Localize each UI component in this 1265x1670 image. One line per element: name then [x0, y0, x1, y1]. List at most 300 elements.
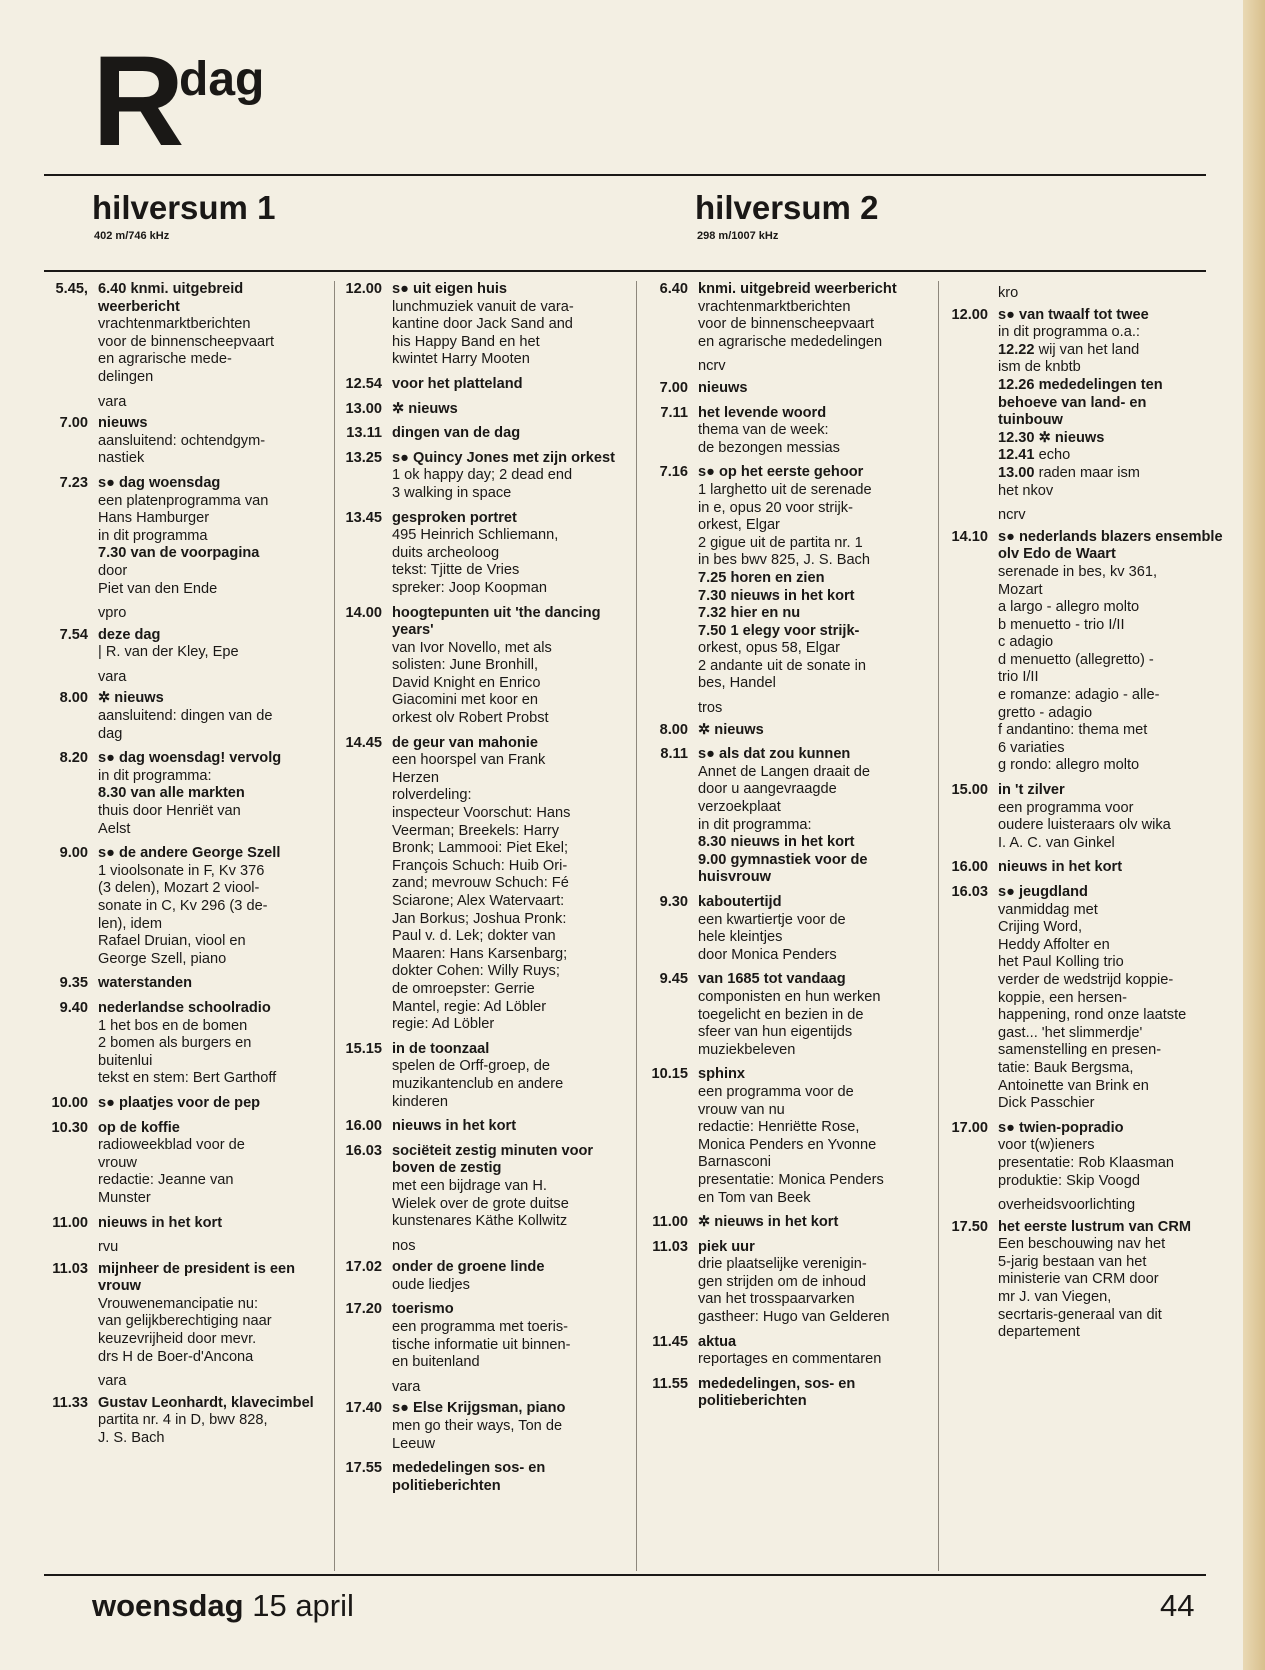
program-entry: [334, 401, 630, 419]
program-time: 17.50: [951, 1218, 988, 1235]
program-time: 7.11: [660, 404, 688, 421]
program-entry: [636, 971, 932, 1059]
program-detail: redactie: Jeanne van: [98, 1172, 234, 1189]
sub-item-text: het nkov: [998, 482, 1054, 499]
program-detail: ministerie van CRM door: [998, 1271, 1159, 1288]
program-detail: 1 het bos en de bomen: [98, 1017, 248, 1034]
program-detail: gastheer: Hugo van Gelderen: [698, 1309, 890, 1326]
program-title: s● twien-popradio: [998, 1119, 1124, 1136]
station-title-h2: hilversum 2: [695, 189, 879, 226]
broadcaster-label: overheidsvoorlichting: [998, 1197, 1136, 1214]
program-entry: [938, 782, 1228, 852]
program-title: ✲ nieuws: [392, 400, 458, 417]
program-entry: [334, 1400, 630, 1453]
program-detail: tekst: Tjitte de Vries: [392, 562, 520, 579]
program-detail: hele kleintjes: [698, 929, 783, 946]
program-entry: [636, 405, 932, 458]
program-entry: [40, 1215, 324, 1233]
program-time: 11.03: [52, 1260, 88, 1277]
program-title: dingen van de dag: [392, 425, 521, 442]
sub-item-text: ism de knbtb: [998, 359, 1081, 376]
program-entry: [334, 1118, 630, 1136]
program-title: voor het platteland: [392, 375, 523, 392]
program-detail: de omroepster: Gerrie: [392, 980, 535, 997]
program-detail: het Paul Kolling trio: [998, 954, 1124, 971]
program-entry: [40, 1261, 324, 1367]
program-detail-row: [998, 377, 1228, 395]
program-detail: Barnasconi: [698, 1154, 772, 1171]
program-detail: 2 andante uit de sonate in: [698, 657, 866, 674]
program-title: gesproken portret: [392, 509, 517, 526]
program-detail: solisten: June Bronhill,: [392, 657, 539, 674]
program-title: het eerste lustrum van CRM: [998, 1218, 1192, 1235]
program-entry: [636, 722, 932, 740]
program-detail: in dit programma o.a.:: [998, 324, 1140, 341]
program-detail: aansluitend: dingen van de: [98, 708, 273, 725]
program-title: s● op het eerste gehoor: [698, 464, 864, 481]
station-freq-h1: 402 m/746 kHz: [94, 230, 170, 242]
program-entry: [334, 1301, 630, 1371]
program-detail: orkest, opus 58, Elgar: [698, 640, 840, 657]
program-detail: Een beschouwing nav het: [998, 1236, 1166, 1253]
program-title: s● Else Krijgsman, piano: [392, 1400, 566, 1417]
program-detail: verzoekplaat: [698, 799, 781, 816]
program-title: 6.40 knmi. uitgebreid weerbericht: [98, 281, 244, 315]
sub-item-bold: tuinbouw: [998, 412, 1063, 429]
program-detail: produktie: Skip Voogd: [998, 1172, 1140, 1189]
program-time: 16.00: [951, 859, 988, 876]
program-detail: sfeer van hun eigentijds: [698, 1024, 853, 1041]
program-title: mijnheer de president is een vrouw: [98, 1260, 296, 1295]
broadcaster-label: vara: [98, 1373, 127, 1390]
program-detail: Monica Penders en Yvonne: [698, 1136, 877, 1153]
broadcaster-label: vpro: [98, 605, 127, 622]
program-entry: [334, 376, 630, 394]
program-detail-row: [998, 395, 1228, 413]
station-freq-h2: 298 m/1007 kHz: [697, 230, 779, 242]
program-title: Gustav Leonhardt, klavecimbel: [98, 1394, 314, 1411]
program-detail: Jan Borkus; Joshua Pronk:: [392, 910, 567, 927]
program-detail: in dit programma:: [698, 816, 812, 833]
program-detail: met een bijdrage van H.: [392, 1177, 547, 1194]
program-detail: lunchmuziek vanuit de vara-: [392, 298, 574, 315]
broadcaster-label: vara: [98, 668, 127, 685]
program-detail: drs H de Boer-d'Ancona: [98, 1348, 254, 1365]
program-detail: een kwartiertje voor de: [698, 911, 846, 928]
program-detail: muziekbeleven: [698, 1041, 796, 1058]
program-detail: (3 delen), Mozart 2 viool-: [98, 880, 260, 897]
program-title: mededelingen, sos- en politieberichten: [698, 1375, 856, 1410]
program-title: nieuws: [98, 415, 148, 432]
sub-item-bold: behoeve van land- en: [998, 394, 1147, 411]
program-detail: 495 Heinrich Schliemann,: [392, 527, 559, 544]
program-time: 17.55: [345, 1460, 382, 1477]
sub-item-bold: 12.41: [998, 447, 1035, 464]
program-detail: dokter Cohen: Willy Ruys;: [392, 963, 560, 980]
program-detail: regie: Ad Löbler: [392, 1016, 495, 1033]
program-detail: Vrouwenemancipatie nu:: [98, 1295, 259, 1312]
program-detail: Annet de Langen draait de: [698, 763, 871, 780]
program-title: s● nederlands blazers ensemble olv Edo de Waart: [998, 528, 1223, 563]
program-detail: in dit programma: [98, 527, 208, 544]
program-detail: Antoinette van Brink en: [998, 1077, 1149, 1094]
program-detail: e romanze: adagio - alle-: [998, 687, 1160, 704]
program-detail: oudere luisteraars olv wika: [998, 817, 1171, 834]
page-number: 44: [1160, 1588, 1195, 1623]
program-detail: duits archeoloog: [392, 544, 500, 561]
program-entry: [938, 529, 1228, 775]
program-entry: [334, 1143, 630, 1231]
broadcaster-label: tros: [698, 700, 723, 717]
program-detail-row: [998, 465, 1228, 483]
program-detail: voor t(w)ieners: [998, 1137, 1095, 1154]
sub-item-bold: 12.30 ✲ nieuws: [998, 429, 1105, 446]
program-detail: muzikantenclub en andere: [392, 1075, 564, 1092]
program-detail: gretto - adagio: [998, 704, 1093, 721]
program-detail: len), idem: [98, 915, 163, 932]
program-detail: 1 ok happy day; 2 dead end: [392, 467, 573, 484]
program-title: mededelingen sos- en politieberichten: [392, 1460, 546, 1494]
program-entry: [40, 627, 324, 662]
top-rule: [44, 174, 1206, 176]
program-detail: d menuetto (allegretto) -: [998, 651, 1154, 668]
program-time: 9.00: [59, 845, 88, 862]
program-detail: thuis door Henriët van: [98, 803, 241, 820]
program-time: 10.00: [51, 1094, 88, 1111]
program-detail: Heddy Affolter en: [998, 936, 1110, 953]
program-detail: Aelst: [98, 820, 131, 837]
program-entry: [334, 735, 630, 1034]
program-detail: spelen de Orff-groep, de: [392, 1058, 550, 1075]
program-detail: departement: [998, 1324, 1080, 1341]
sub-item-bold: 8.30 nieuws in het kort: [698, 834, 855, 851]
program-detail: François Schuch: Huib Ori-: [392, 857, 568, 874]
sub-item-bold: 7.25 horen en zien: [698, 569, 825, 586]
program-detail: g rondo: allegro molto: [998, 757, 1140, 774]
program-detail: men go their ways, Ton de: [392, 1418, 563, 1435]
program-detail: en agrarische mededelingen: [698, 333, 883, 350]
program-detail: 2 gigue uit de partita nr. 1: [698, 534, 863, 551]
program-detail: kantine door Jack Sand and: [392, 316, 573, 333]
program-entry: [636, 1334, 932, 1369]
program-detail-row: [998, 412, 1228, 430]
broadcaster-label: kro: [998, 285, 1019, 301]
program-detail: een programma voor de: [698, 1083, 854, 1100]
station-title-h1: hilversum 1: [92, 189, 276, 226]
program-time: 12.00: [345, 281, 382, 297]
program-entry: [40, 415, 324, 468]
program-time: 8.20: [59, 750, 88, 767]
program-title: kaboutertijd: [698, 894, 782, 910]
program-entry: [334, 510, 630, 598]
program-detail: een platenprogramma van: [98, 492, 269, 509]
bottom-rule: [44, 1574, 1206, 1576]
program-detail: voor de binnenscheepvaart: [698, 316, 875, 333]
program-detail: happening, rond onze laatste: [998, 1007, 1187, 1024]
program-entry: [334, 425, 630, 443]
program-title: s● als dat zou kunnen: [698, 746, 851, 763]
program-detail: 3 walking in space: [392, 484, 512, 501]
program-detail: mr J. van Viegen,: [998, 1289, 1112, 1306]
program-entry: [40, 690, 324, 743]
program-detail-row: [998, 359, 1228, 377]
program-detail: de bezongen messias: [698, 439, 840, 456]
sub-item-bold: 13.00: [998, 464, 1035, 481]
program-detail: dag: [98, 725, 123, 742]
program-detail: in dit programma:: [98, 767, 212, 784]
program-detail: in e, opus 20 voor strijk-: [698, 499, 853, 516]
program-title: nieuws: [698, 379, 748, 396]
program-detail: Mantel, regie: Ad Löbler: [392, 998, 547, 1015]
program-title: nieuws in het kort: [998, 859, 1123, 876]
program-detail: Paul v. d. Lek; dokter van: [392, 928, 556, 945]
sub-item-bold: 7.30 nieuws in het kort: [698, 587, 855, 604]
program-detail: van het trosspaarvarken: [698, 1291, 855, 1308]
program-detail: serenade in bes, kv 361,: [998, 563, 1158, 580]
program-time: 7.23: [59, 474, 88, 491]
sub-item-bold: 8.30 van alle markten: [98, 785, 245, 802]
sub-item-bold: 12.26 mededelingen ten: [998, 376, 1163, 393]
sub-item-text: wij van het land: [1034, 341, 1140, 358]
program-entry: [636, 1066, 932, 1207]
program-detail: componisten en hun werken: [698, 988, 881, 1005]
program-time: 11.03: [652, 1238, 688, 1255]
page-edge: [1243, 0, 1265, 1670]
program-detail: kwintet Harry Mooten: [392, 351, 530, 368]
program-detail: his Happy Band en het: [392, 333, 540, 350]
program-detail: en agrarische mede-: [98, 351, 232, 368]
program-title: sphinx: [698, 1066, 746, 1083]
program-detail: keuzevrijheid door mevr.: [98, 1331, 257, 1348]
program-detail: kinderen: [392, 1093, 448, 1110]
program-detail: inspecteur Voorschut: Hans: [392, 805, 571, 822]
program-entry: [40, 1095, 324, 1113]
program-detail: 1 larghetto uit de serenade: [698, 481, 872, 498]
footer-date-text: 15 april: [252, 1588, 354, 1623]
program-detail: c adagio: [998, 634, 1054, 651]
program-detail: David Knight en Enrico: [392, 674, 541, 691]
program-detail-row: [998, 447, 1228, 465]
sub-item-text: echo: [1034, 447, 1071, 464]
program-detail: van gelijkberechtiging naar: [98, 1313, 272, 1330]
program-detail: 2 bomen als burgers en: [98, 1035, 252, 1052]
broadcaster-label: vara: [392, 1378, 421, 1395]
program-detail: b menuetto - trio I/II: [998, 616, 1125, 633]
program-time: 8.00: [659, 721, 688, 738]
program-time: 8.11: [660, 746, 688, 763]
sub-item-text: raden maar ism: [1034, 464, 1140, 481]
program-detail: redactie: Henriëtte Rose,: [698, 1119, 860, 1136]
program-time: 6.40: [659, 281, 688, 297]
program-detail-row: [998, 430, 1228, 448]
program-detail: buitenlui: [98, 1052, 153, 1069]
program-entry: [40, 281, 324, 387]
program-detail: rolverdeling:: [392, 787, 472, 804]
program-time: 13.00: [345, 400, 382, 417]
program-detail: Crijing Word,: [998, 919, 1083, 936]
program-detail: een programma voor: [998, 799, 1134, 816]
program-time: 10.30: [51, 1119, 88, 1136]
program-time: 11.33: [52, 1394, 88, 1411]
program-detail: toegelicht en bezien in de: [698, 1006, 864, 1023]
schedule-column-2: [334, 281, 630, 1502]
program-time: 11.00: [652, 1214, 688, 1231]
program-time: 17.02: [345, 1259, 382, 1276]
program-entry: [636, 1214, 932, 1232]
program-detail: | R. van der Kley, Epe: [98, 644, 239, 661]
broadcaster-label: nos: [392, 1237, 416, 1254]
program-entry: [938, 884, 1228, 1113]
program-entry: [636, 281, 932, 351]
program-detail: vrouw: [98, 1154, 137, 1171]
program-detail: aansluitend: ochtendgym-: [98, 432, 266, 449]
program-time: 11.55: [652, 1375, 688, 1392]
program-entry: [938, 1219, 1228, 1342]
program-title: s● van twaalf tot twee: [998, 306, 1149, 323]
program-entry: [40, 1120, 324, 1208]
program-time: 16.03: [951, 884, 988, 900]
program-detail: 1 vioolsonate in F, Kv 376: [98, 862, 265, 879]
program-title: s● Quincy Jones met zijn orkest: [392, 449, 615, 466]
program-detail: orkest olv Robert Probst: [392, 710, 549, 727]
program-time: 14.10: [951, 528, 988, 545]
program-detail: kunstenares Käthe Kollwitz: [392, 1213, 568, 1230]
program-title: het levende woord: [698, 404, 827, 421]
program-title: aktua: [698, 1333, 737, 1350]
program-detail: 5-jarig bestaan van het: [998, 1253, 1147, 1270]
program-title: s● dag woensdag: [98, 474, 221, 491]
program-title: ✲ nieuws: [98, 690, 164, 707]
program-detail: nastiek: [98, 450, 145, 467]
schedule-column-4: [938, 281, 1228, 1349]
program-time: 16.03: [345, 1142, 382, 1159]
program-title: op de koffie: [98, 1119, 180, 1136]
program-detail: koppie, een hersen-: [998, 989, 1127, 1006]
program-time: 14.00: [345, 604, 382, 621]
program-time: 12.54: [345, 375, 382, 392]
program-time: 9.45: [659, 971, 688, 988]
program-detail: vrachtenmarktberichten: [698, 298, 851, 315]
program-time: 5.45,: [55, 281, 88, 297]
program-title: onder de groene linde: [392, 1259, 545, 1276]
program-time: 14.45: [345, 734, 382, 751]
program-title: s● jeugdland: [998, 884, 1088, 900]
program-detail-row: [998, 483, 1228, 501]
program-detail: delingen: [98, 368, 154, 385]
program-detail: f andantino: thema met: [998, 722, 1148, 739]
program-time: 9.35: [59, 975, 88, 992]
program-detail: trio I/II: [998, 669, 1039, 686]
program-detail: vrachtenmarktberichten: [98, 316, 251, 333]
program-detail: partita nr. 4 in D, bwv 828,: [98, 1412, 268, 1429]
program-detail: Dick Passchier: [998, 1095, 1095, 1112]
program-entry: [334, 1460, 630, 1495]
program-entry: [938, 1120, 1228, 1190]
program-time: 12.00: [951, 306, 988, 323]
program-detail: gast... 'het slimmerdje': [998, 1024, 1143, 1041]
program-time: 13.25: [345, 449, 382, 466]
program-detail: van Ivor Novello, met als: [392, 639, 552, 656]
program-title: ✲ nieuws in het kort: [698, 1214, 839, 1231]
schedule-column-1: [40, 281, 324, 1455]
program-detail: Maaren: Hans Karsenbarg;: [392, 945, 568, 962]
program-detail: door: [98, 562, 128, 579]
program-detail: Herzen: [392, 769, 440, 786]
program-time: 10.15: [651, 1066, 688, 1083]
program-detail: Hans Hamburger: [98, 510, 210, 527]
program-time: 17.20: [345, 1301, 382, 1318]
program-title: de geur van mahonie: [392, 734, 538, 751]
broadcaster-label: ncrv: [698, 358, 726, 375]
program-entry: [334, 281, 630, 369]
sub-item-bold: 9.00 gymnastiek voor de huisvrouw: [698, 851, 868, 886]
program-title: sociëteit zestig minuten voor boven de zestig: [392, 1142, 594, 1177]
program-detail: reportages en commentaren: [698, 1351, 882, 1368]
program-detail: thema van de week:: [698, 422, 829, 439]
program-entry: [334, 1259, 630, 1294]
program-entry: [40, 845, 324, 968]
program-detail: George Szell, piano: [98, 950, 227, 967]
schedule-column-3: [636, 281, 932, 1418]
program-detail: I. A. C. van Ginkel: [998, 834, 1115, 851]
program-detail-row: [998, 342, 1228, 360]
program-title: ✲ nieuws: [698, 721, 764, 738]
program-title: s● plaatjes voor de pep: [98, 1094, 261, 1111]
program-entry: [40, 1000, 324, 1088]
program-detail: voor de binnenscheepvaart: [98, 333, 275, 350]
program-detail: zand; mevrouw Schuch: Fé: [392, 875, 569, 892]
program-detail: Wielek over de grote duitse: [392, 1195, 569, 1212]
program-title: deze dag: [98, 626, 161, 643]
program-entry: [636, 894, 932, 964]
program-title: hoogtepunten uit 'the dancing years': [392, 604, 601, 639]
program-detail: door Monica Penders: [698, 946, 837, 963]
sub-item-bold: 7.30 van de voorpagina: [98, 545, 260, 562]
program-entry: [938, 859, 1228, 877]
program-time: 16.00: [345, 1118, 382, 1135]
program-entry: [40, 1395, 324, 1448]
program-time: 7.54: [59, 626, 88, 643]
program-detail: radioweekblad voor de: [98, 1137, 245, 1154]
program-title: in 't zilver: [998, 782, 1065, 799]
program-detail: samenstelling en presen-: [998, 1042, 1162, 1059]
program-time: 7.00: [59, 415, 88, 432]
program-detail: in bes bwv 825, J. S. Bach: [698, 552, 870, 569]
program-title: nieuws in het kort: [98, 1214, 223, 1231]
program-detail: door u aangevraagde: [698, 781, 837, 798]
program-detail: Piet van den Ende: [98, 580, 218, 597]
program-entry: [40, 750, 324, 838]
sub-item-bold: 12.22: [998, 341, 1035, 358]
program-detail: een hoorspel van Frank: [392, 752, 546, 769]
program-detail: Rafael Druian, viool en: [98, 933, 246, 950]
program-time: 17.00: [951, 1119, 988, 1136]
broadcaster-label: vara: [98, 393, 127, 410]
program-detail: vanmiddag met: [998, 901, 1098, 918]
program-time: 11.45: [652, 1333, 688, 1350]
program-title: van 1685 tot vandaag: [698, 971, 846, 988]
program-time: 15.00: [951, 782, 988, 799]
program-detail: Veerman; Breekels: Harry: [392, 822, 560, 839]
program-detail: 6 variaties: [998, 739, 1065, 756]
program-detail: vrouw van nu: [698, 1101, 785, 1118]
sub-item-bold: 7.50 1 elegy voor strijk-: [698, 622, 860, 639]
footer-date: [92, 1588, 354, 1624]
program-title: in de toonzaal: [392, 1040, 490, 1057]
program-entry: [636, 380, 932, 398]
program-detail: en Tom van Beek: [698, 1189, 811, 1206]
program-detail: Mozart: [998, 581, 1043, 598]
